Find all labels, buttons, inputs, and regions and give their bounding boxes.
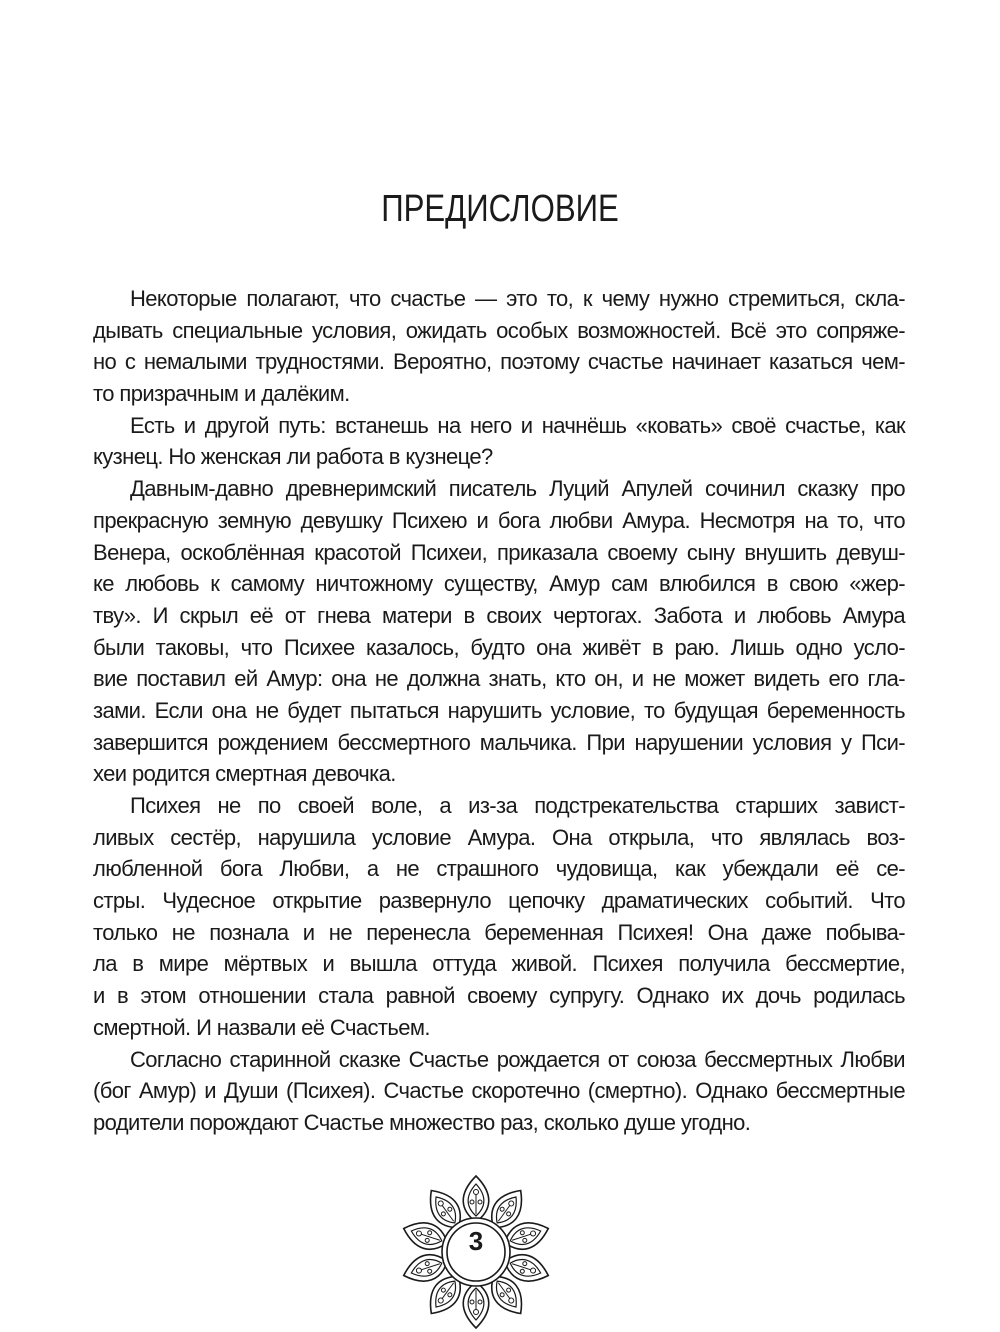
text-line: завершится рождением бессмертного мальчика. При нарушении условия у Пси- bbox=[93, 729, 905, 755]
text-line: родители порождают Счастье множество раз, сколько душе угодно. bbox=[93, 1109, 751, 1135]
text-line: дывать специальные условия, ожидать особых возможностей. Всё это сопряже- bbox=[93, 317, 905, 343]
text-line: кузнец. Но женская ли работа в кузнеце? bbox=[93, 444, 493, 470]
text-line: и в этом отношении стала равной своему супругу. Однако их дочь родилась bbox=[93, 983, 905, 1009]
text-line: смертной. И назвали её Счастьем. bbox=[93, 1014, 430, 1040]
text-line: любленной бога Любви, а не страшного чудовища, как убеждали её се- bbox=[93, 856, 905, 882]
petal bbox=[463, 1282, 489, 1328]
text-line: то призрачным и далёким. bbox=[93, 381, 350, 407]
text-line: хеи родится смертная девочка. bbox=[93, 761, 396, 787]
text-line: Некоторые полагают, что счастье — это то, к чему нужно стремиться, скла- bbox=[130, 286, 905, 311]
page-number: 3 bbox=[468, 1226, 484, 1256]
text-line: Согласно старинной сказке Счастье рождается от союза бессмертных Любви bbox=[130, 1046, 905, 1072]
text-line: Есть и другой путь: встанешь на него и начнёшь «ковать» своё счастье, как bbox=[130, 412, 905, 438]
paragraph bbox=[93, 410, 905, 473]
text-line: прекрасную земную девушку Психею и бога любви Амура. Несмотря на то, что bbox=[93, 507, 905, 533]
petal bbox=[463, 1176, 489, 1222]
text-line: но с немалыми трудностями. Вероятно, поэтому счастье начинает казаться чем- bbox=[93, 349, 905, 375]
text-line: были таковы, что Психее казалось, будто она живёт в раю. Лишь одно усло- bbox=[93, 634, 905, 660]
paragraph bbox=[93, 1044, 905, 1139]
text-line: тву». И скрыл её от гнева матери в своих чертогах. Забота и любовь Амура bbox=[93, 602, 905, 628]
preface-text bbox=[93, 283, 905, 1139]
text-line: ливых сестёр, нарушила условие Амура. Она открыла, что являлась воз- bbox=[93, 824, 905, 850]
text-line: Венера, оскоблённая красотой Психеи, приказала своему сыну внушить девуш- bbox=[93, 539, 905, 565]
text-line: (бог Амур) и Души (Психея). Счастье скоротечно (смертно). Однако бессмертные bbox=[93, 1078, 905, 1104]
text-line: Психея не по своей воле, а из-за подстрекательства старших завист- bbox=[130, 793, 905, 818]
paragraph bbox=[93, 790, 905, 1044]
text-line: ке любовь к самому ничтожному существу, Амур сам влюбился в свою «жер- bbox=[93, 571, 905, 597]
text-line: Давным-давно древнеримский писатель Луций Апулей сочинил сказку про bbox=[130, 476, 905, 502]
text-line: зами. Если она не будет пытаться нарушить условие, то будущая беременность bbox=[93, 697, 905, 723]
text-line: вие поставил ей Амур: она не должна знать, кто он, и не может видеть его гла- bbox=[93, 666, 905, 692]
text-line: ла в мире мёртвых и вышла оттуда живой. Психея получила бессмертие, bbox=[93, 951, 905, 977]
paragraph bbox=[93, 473, 905, 790]
text-line: только не познала и не перенесла беременная Психея! Она даже побыва- bbox=[93, 919, 905, 945]
page-title: ПРЕДИСЛОВИЕ bbox=[381, 188, 619, 230]
text-line: стры. Чудесное открытие развернуло цепочку драматических событий. Что bbox=[93, 888, 905, 914]
paragraph bbox=[93, 283, 905, 410]
